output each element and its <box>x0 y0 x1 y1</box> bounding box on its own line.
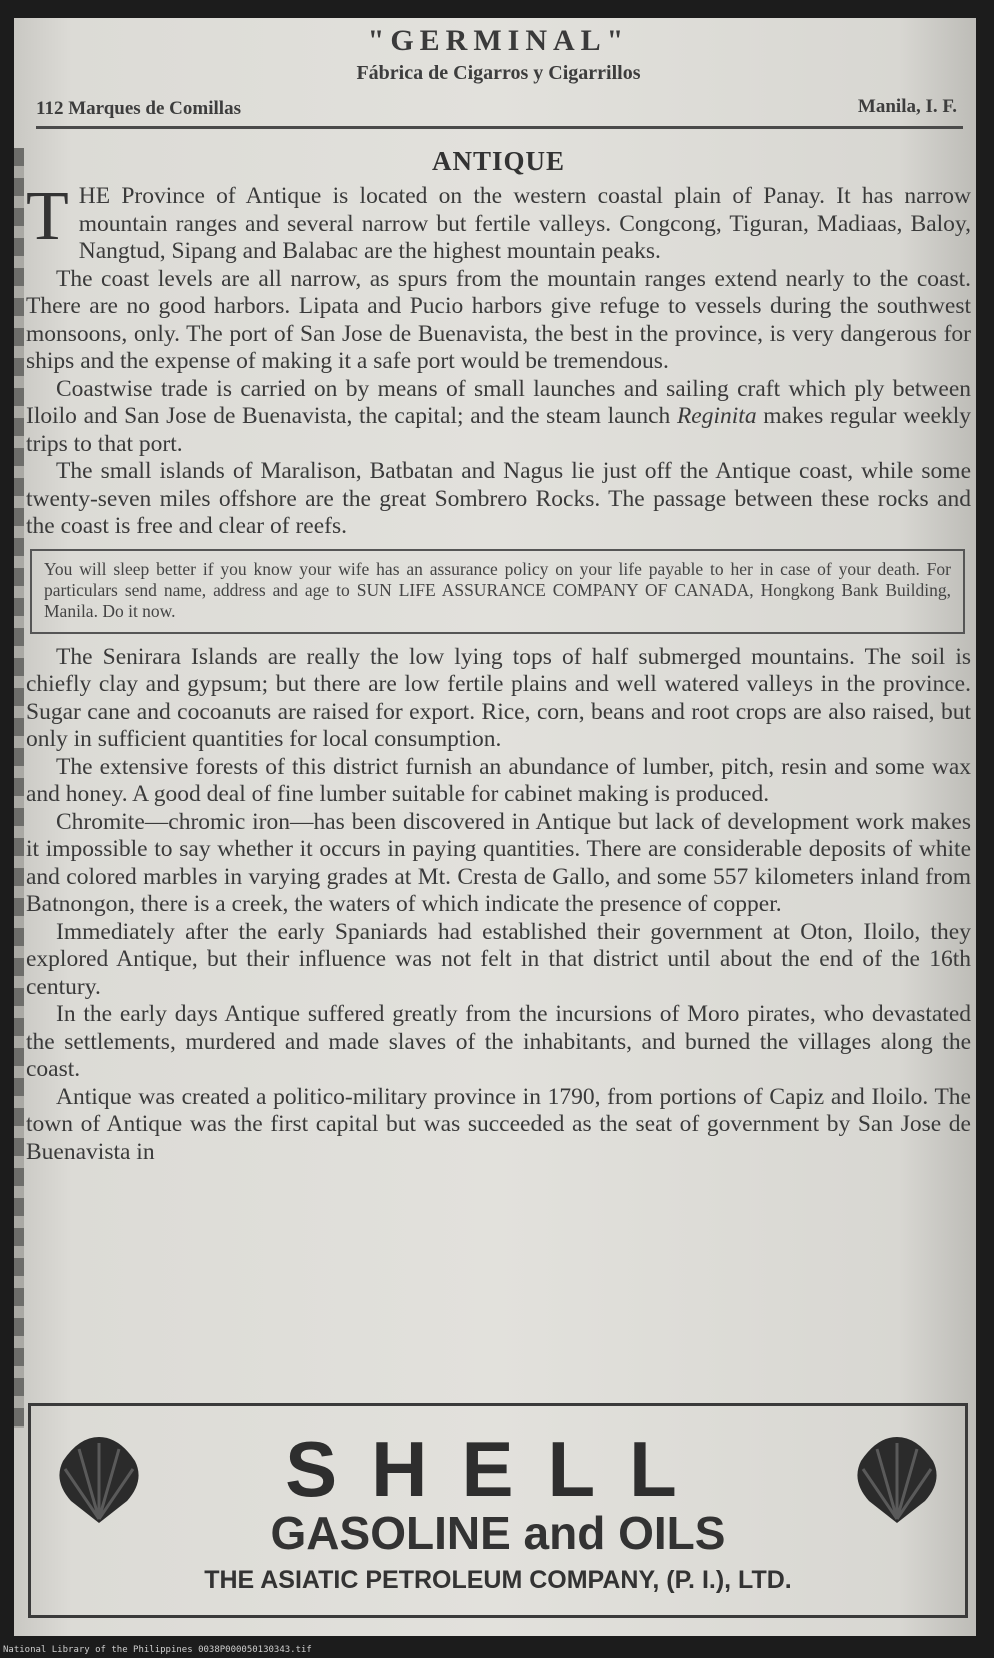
vessel-name: Reginita <box>676 403 757 429</box>
paragraph-text: Coastwise trade is carried on by means of small launches and sailing craft which ply between Iloilo and San Jose de Buenavista, the capital; and the steam launch <box>26 375 971 429</box>
brand-address: 112 Marques de Comillas <box>36 98 241 119</box>
article-paragraph <box>26 376 971 459</box>
article <box>26 146 971 1166</box>
drop-cap: T <box>26 178 69 255</box>
article-paragraph <box>26 178 971 266</box>
previous-page-edge <box>14 148 24 1428</box>
article-paragraph: Antique was created a politico-military province in 1790, from portions of Capiz and Iloilo. The town of Antique was the first capital but was succeeded as the seat of government by San Jose de Buenavista in <box>26 1083 971 1165</box>
brand-subtitle: Fábrica de Cigarros y Cigarrillos <box>356 62 641 84</box>
article-paragraph: The coast levels are all narrow, as spurs from the mountain ranges extend nearly to the coast. There are no good harbors. Lipata and Pucio harbors give refuge to vessels during the southwest monsoons, only. The port of San Jose de Buenavista, the best in the province, is very dangerous for ships and the expense of making it a safe port would be tremendous. <box>26 265 971 374</box>
header-divider <box>36 126 963 129</box>
shell-advertisement <box>28 1403 968 1618</box>
article-paragraph: The small islands of Maralison, Batbatan and Nagus lie just off the Antique coast, while some twenty-seven miles offshore are the great Sombrero Rocks. The passage between these rocks and the coast is free and clear of reefs. <box>26 458 971 539</box>
shell-logo-icon <box>847 1431 947 1531</box>
shell-company: THE ASIATIC PETROLEUM COMPANY, (P. I.), LTD. <box>204 1566 792 1594</box>
shell-brand: SHELL <box>285 1425 711 1513</box>
shell-products: GASOLINE and OILS <box>270 1507 726 1559</box>
scanned-page <box>14 18 976 1636</box>
insurance-advertisement: You will sleep better if you know your wife has an assurance policy on your life payable to her in case of your death. For particulars send name, address and age to SUN LIFE ASSURANCE COMPANY OF CANADA, Hongkong Bank Building, Manila. Do it now. <box>30 549 965 634</box>
article-paragraph: In the early days Antique suffered greatly from the incursions of Moro pirates, who devastated the settlements, murdered and made slaves of the inhabitants, and burned the villages along the coast. <box>26 1001 971 1082</box>
article-title: ANTIQUE <box>431 146 566 176</box>
paragraph-text: makes regular weekly trips to that port. <box>26 403 972 457</box>
article-paragraph: The Senirara Islands are really the low lying tops of half submerged mountains. The soil is chiefly clay and gypsum; but there are low fertile plains and well watered valleys in the province. Sugar cane and cocoanuts are raised for export. Rice, corn, beans and root crops are also raised, but only in sufficient quantities for local consumption. <box>26 643 971 752</box>
page-header <box>26 18 971 134</box>
article-paragraph: Chromite—chromic iron—has been discovered in Antique but lack of development work makes it impossible to say whether it occurs in paying quantities. There are considerable deposits of white and colored marbles in varying grades at Mt. Cresta de Gallo, and some 557 kilometers inland from Batnongon, there is a creek, the waters of which indicate the presence of copper. <box>26 808 971 917</box>
article-paragraph: The extensive forests of this district furnish an abundance of lumber, pitch, resin and some wax and honey. A good deal of fine lumber suitable for cabinet making is produced. <box>26 753 971 807</box>
paragraph-text: HE Province of Antique is located on the western coastal plain of Panay. It has narrow mountain ranges and several narrow but fertile valleys. Congcong, Tiguran, Madiaas, Baloy, Nangtud, Sipang and Balabac are the highest mountain peaks. <box>78 183 971 264</box>
brand-city: Manila, I. F. <box>857 96 957 117</box>
scan-caption: National Library of the Philippines 0038P000050130343.tif <box>0 1644 315 1656</box>
brand-title: "GERMINAL" <box>367 24 630 57</box>
article-paragraph: Immediately after the early Spaniards had established their government at Oton, Iloilo, they explored Antique, but their influence was not felt in that district until about the end of the 16th century. <box>26 918 971 1000</box>
